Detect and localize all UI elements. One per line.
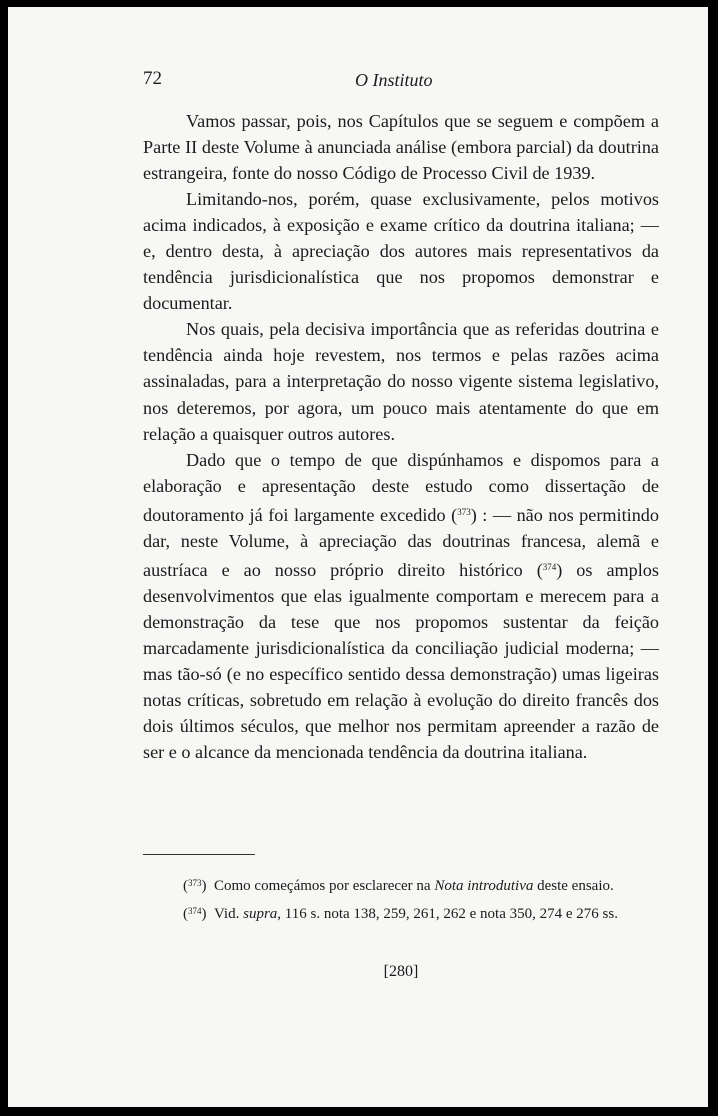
paragraph-4-part-a: Dado que o tempo de que dispúnhamos e dispomos para a elaboração e apresentação deste estudo como dissertação de doutoramento já foi largamente excedido (: [143, 449, 659, 525]
footnote-text: Vid.: [214, 906, 244, 922]
paragraph-4-part-b: ) : — não nos permitindo dar, neste Volume, à apreciação das doutrinas francesa, alemã e austríaca e ao nosso próprio direito histórico (: [143, 504, 659, 580]
running-title: O Instituto: [355, 70, 433, 90]
footnote-text: Como começámos por esclarecer na: [214, 878, 435, 894]
paragraph-2: Limitando-nos, porém, quase exclusivamente, pelos motivos acima indicados, à exposição e exame crítico da doutrina italiana; — e, dentro desta, à apreciação dos autores mais representativos da tendência jurisdicionalística que nos propomos demonstrar e documentar.: [143, 189, 659, 314]
footnote-emphasis: Nota introdutiva: [434, 878, 534, 894]
footnote-ref-374: 374: [542, 561, 557, 572]
footnote-373: ($^{373}$) Como começámos por esclarecer na Nota introdutiva deste ensaio.: [183, 878, 614, 894]
folio-number: [280]: [383, 963, 419, 980]
paragraph-1: Vamos passar, pois, nos Capítulos que se seguem e compõem a Parte II deste Volume à anunciada análise (embora parcial) da doutrina estrangeira, fonte do nosso Código de Processo Civil de 1939.: [143, 111, 659, 184]
footnote-text: 116 s. nota 138, 259, 261, 262 e nota 350, 274 e 276 ss.: [281, 906, 618, 922]
footnote-374: ($^{374}$) Vid. supra, 116 s. nota 138, 259, 261, 262 e nota 350, 274 e 276 ss.: [183, 906, 618, 922]
page-sheet: [8, 7, 708, 1107]
footnote-marker: 373: [188, 878, 202, 888]
paragraph-3: Nos quais, pela decisiva importância que as referidas doutrina e tendência ainda hoje revestem, nos termos e pelas razões acima assinaladas, para a interpretação do nosso vigente sistema legislativo, nos deteremos, por agora, um pouco mais atentamente do que em relação a quaisquer outros autores.: [143, 319, 659, 444]
footnote-ref-373: 373: [457, 506, 471, 517]
paragraph-4: [143, 447, 659, 766]
footnote-emphasis: supra,: [243, 906, 282, 922]
body-text: [143, 108, 659, 765]
footnotes: [143, 873, 659, 929]
footnote-marker: 374: [188, 906, 202, 916]
footnote-divider: [143, 854, 255, 855]
paragraph-4-part-c: ) os amplos desenvolvimentos que elas igualmente comportam e merecem para a demonstração da tese que nos propomos sustentar da feição marcadamente jurisdicionalística da conciliação judicial moderna; — mas tão-só (e no específico sentido dessa demonstração) umas ligeiras notas críticas, sobretudo em relação à evolução do direito francês dos dois últimos séculos, que melhor nos permitam apreender a razão de ser e o alcance da mencionada tendência da doutrina italiana.: [143, 559, 659, 763]
page-number: 72: [143, 68, 162, 89]
footnote-text: deste ensaio.: [533, 878, 614, 894]
